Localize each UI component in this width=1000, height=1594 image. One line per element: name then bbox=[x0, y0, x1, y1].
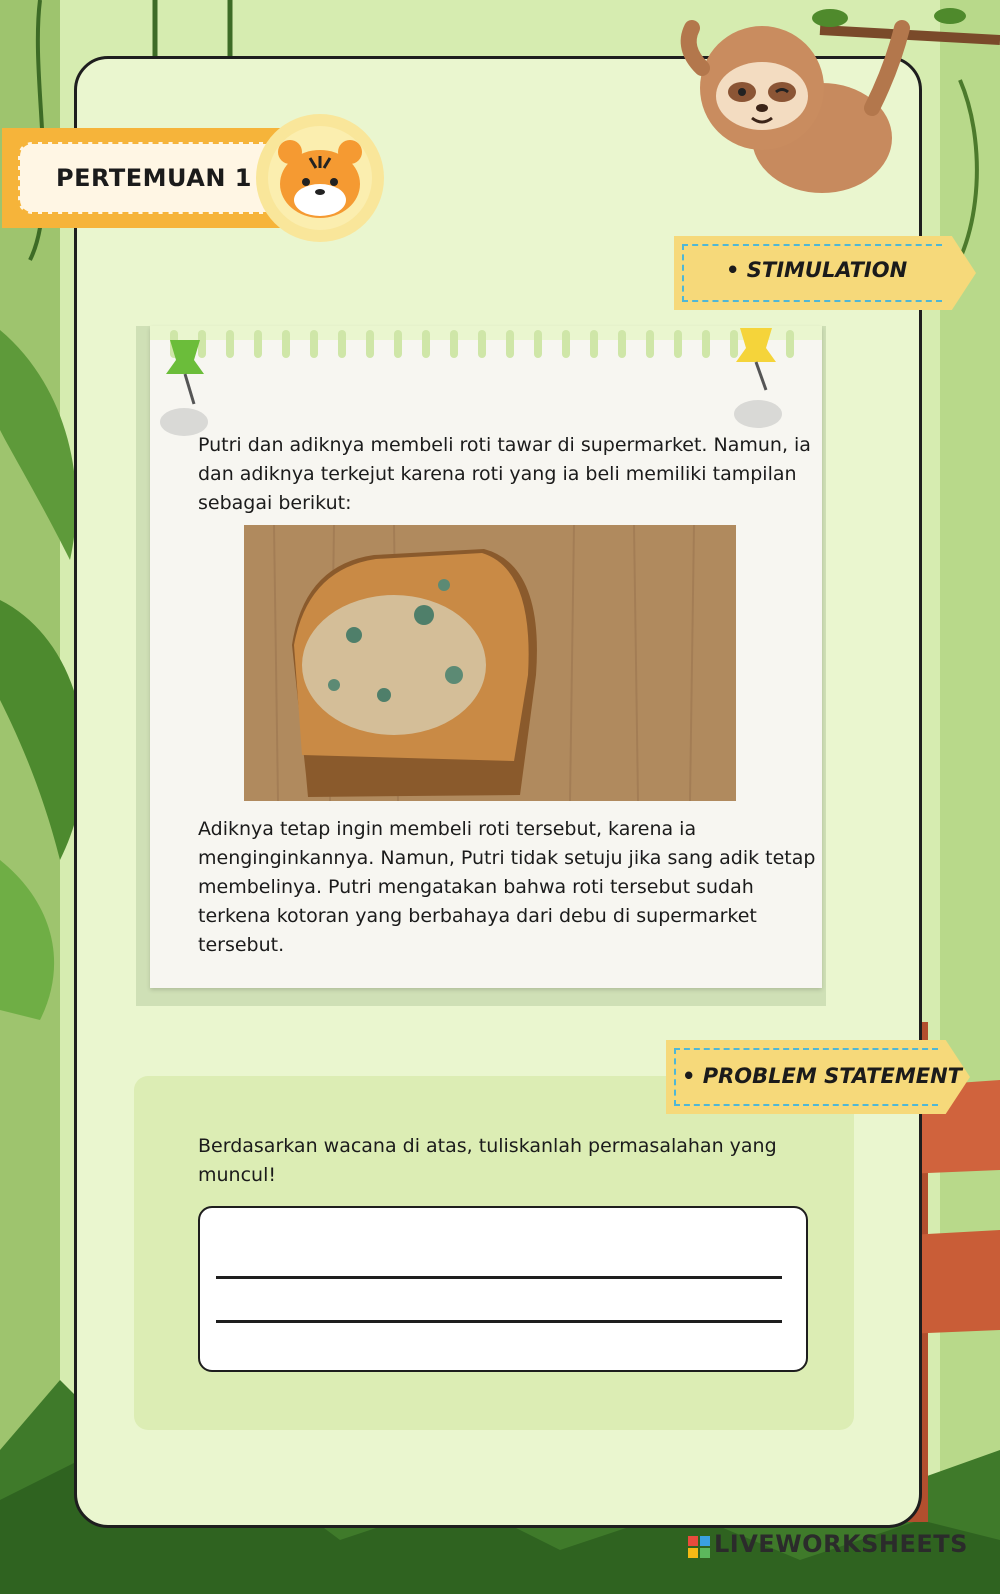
problem-prompt-text: Berdasarkan wacana di atas, tuliskanlah permasalahan yang muncul! bbox=[198, 1135, 777, 1186]
page-title: PERTEMUAN 1 bbox=[56, 164, 252, 192]
stimulation-story-text: Adiknya tetap ingin membeli roti tersebut, karena ia menginginkannya. Namun, Putri tidak setuju jika sang adik tetap membelinya. Putri mengatakan bahwa roti tersebut sudah terkena kotoran yang berbahaya dari debu di supermarket tersebut. bbox=[198, 818, 816, 956]
problem-label-text: PROBLEM STATEMENT bbox=[702, 1064, 962, 1088]
tiger-badge-icon bbox=[250, 110, 390, 246]
stimulation-intro-text: Putri dan adiknya membeli roti tawar di supermarket. Namun, ia dan adiknya terkejut karena roti yang ia beli memiliki tampilan sebagai berikut: bbox=[198, 434, 811, 514]
bullet-stimulation: • bbox=[726, 258, 740, 282]
sloth-illustration bbox=[672, 8, 912, 208]
problem-answer-field[interactable] bbox=[198, 1206, 808, 1372]
stimulation-tag-label bbox=[726, 258, 907, 282]
notebook-spiral bbox=[150, 326, 822, 366]
liveworksheets-logo-icon bbox=[688, 1536, 710, 1558]
stimulation-label-text: STIMULATION bbox=[746, 258, 908, 282]
green-pushpin-icon bbox=[156, 330, 226, 440]
bullet-problem: • bbox=[682, 1064, 696, 1088]
answer-line-1 bbox=[216, 1276, 782, 1279]
problem-statement-tag-label bbox=[682, 1064, 962, 1088]
yellow-pushpin-icon bbox=[726, 320, 796, 430]
liveworksheets-brand[interactable]: LIVEWORKSHEETS bbox=[714, 1530, 968, 1558]
moldy-bread-photo bbox=[244, 525, 736, 801]
answer-line-2 bbox=[216, 1320, 782, 1323]
